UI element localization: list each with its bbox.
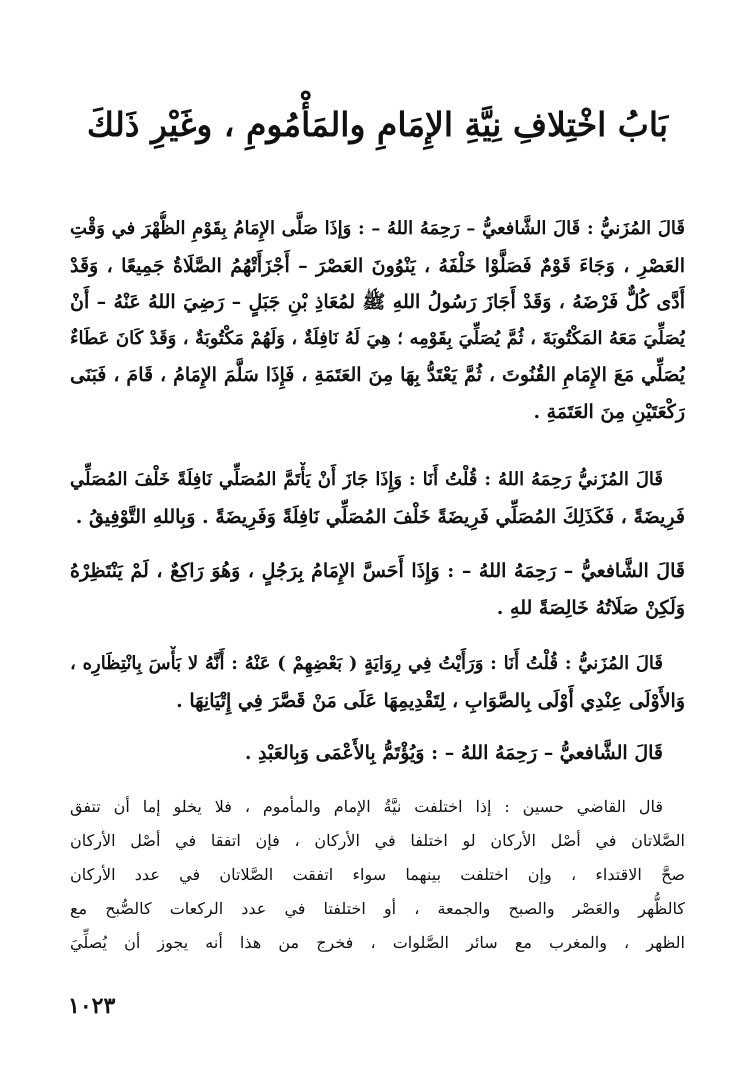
text-line: العَصْرِ ، وَجَاءَ قَوْمٌ فَصَلَّوْا خَلْفَهُ ، يَنْوُونَ العَصْرَ – أَجْزَأَتْهُمُ الصَّلَاةُ جَمِيعًا ، وَقَدْ bbox=[70, 254, 685, 277]
text-line: قَالَ الشَّافعيُّ – رَحِمَهُ اللهُ – : وَإِذَا أَحَسَّ الإِمَامُ بِرَجُلٍ ، وَهُوَ رَاكِعٌ ، لَمْ يَنْتَظِرْهُ bbox=[70, 560, 685, 582]
text-line: قَالَ المُزَنيُّ رَحِمَهُ اللهُ : قُلْتُ أَنَا : وَإِذَا جَازَ أَنْ يَأْتَمَّ المُصَلِّي نَافِلَةً خَلْفَ المُصَلِّي bbox=[70, 469, 663, 490]
text-line: وَلَكِنْ صَلَاتُهُ خَالِصَةً للهِ . bbox=[496, 596, 685, 619]
text-line: صحَّ الاقتداء ، وإن اختلفت بينهما سواء اتفقت الصَّلاتان في عدد الأركان bbox=[70, 865, 685, 884]
text-line: أَدَّى كُلٌّ فَرْضَهُ ، وَقَدْ أَجَازَ رَسُولُ اللهِ ﷺ لمُعَاذِ بْنِ جَبَلٍ – رَضِيَ اللهُ عَنْهُ – أَنْ bbox=[70, 291, 685, 313]
commentary bbox=[70, 790, 685, 960]
page-number: ١٠٢٣ bbox=[68, 993, 116, 1019]
text-line: يُصَلِّي مَعَ الإِمَامِ القُنُوتَ ، ثُمَّ يَعْتَدُّ بِهَا مِنَ العَتَمَةِ ، فَإِذَا سَلَّمَ الإِمَامُ ، قَامَ ، فَبَنَى bbox=[70, 364, 685, 386]
paragraph-5 bbox=[70, 735, 685, 772]
text-line: قَالَ الشَّافعيُّ – رَحِمَهُ اللهُ – : وَيُؤْتَمُّ بِالأَعْمَى وَبِالعَبْدِ . bbox=[244, 742, 663, 764]
chapter-title: بَابُ اخْتِلافِ نِيَّةِ الإِمَامِ والمَأْمُومِ ، وغَيْرِ ذَلكَ bbox=[86, 105, 669, 144]
paragraph-4 bbox=[70, 646, 685, 719]
paragraph-3 bbox=[70, 553, 685, 626]
text-line: كالظُّهر والعَصْر والصبح والجمعة ، أو اختلفتا في عدد الركعات كالصُّبح مع bbox=[70, 899, 685, 918]
text-line: قَالَ المُزَنيُّ : قُلْتُ أَنَا : وَرَأَيْتُ فِي رِوَايَةٍ ( بَعْضِهِمْ ) عَنْهُ : أَنَّهُ لا بَأْسَ بِانْتِظَارِه ، bbox=[70, 653, 663, 674]
paragraph-1 bbox=[70, 211, 685, 430]
text-line: رَكْعَتَيْنِ مِنَ العَتَمَةِ . bbox=[533, 400, 685, 423]
text-line: قال القاضي حسين : إذا اختلفت نيَّةُ الإمام والمأموم ، فلا يخلو إما أن تتفق bbox=[70, 797, 663, 816]
text-line: وَالأَوْلَى عِنْدِي أَوْلَى بِالصَّوَابِ ، لِتَقْدِيمِهَا عَلَى مَنْ قَصَّرَ فِي إِتْيَانِهَا . bbox=[176, 689, 685, 712]
paragraph-2 bbox=[70, 462, 685, 535]
text-line: قَالَ المُزَنيُّ : قَالَ الشَّافعيُّ – رَحِمَهُ اللهُ – : وَإذَا صَلَّى الإِمَامُ بِقَوْمِ الظُّهْرَ في وَقْتِ bbox=[70, 218, 685, 239]
text-line: الظهر ، والمغرب مع سائر الصَّلوات ، فخرج من هذا أنه يجوز أن يُصلِّيَ bbox=[70, 933, 685, 952]
text-line: فَرِيضَةً ، فَكَذَلِكَ المُصَلِّي فَرِيضَةً خَلْفَ المُصَلِّي نَافِلَةً وَفَرِيضَةً . وَبِاللهِ التَّوْفِيقُ . bbox=[75, 505, 685, 528]
text-line: يُصَلِّيَ مَعَهُ المَكْتُوبَةَ ، ثُمَّ يُصَلِّيَ بِقَوْمِه ؛ هِيَ لَهُ نَافِلَةٌ ، وَلَهُمْ مَكْتُوبَةٌ ، وَقَدْ كَانَ عَطَاءٌ bbox=[70, 327, 685, 349]
text-line: الصَّلاتان في أصْل الأركان لو اختلفا في الأركان ، فإن اتفقا في أصْل الأركان bbox=[70, 831, 685, 850]
